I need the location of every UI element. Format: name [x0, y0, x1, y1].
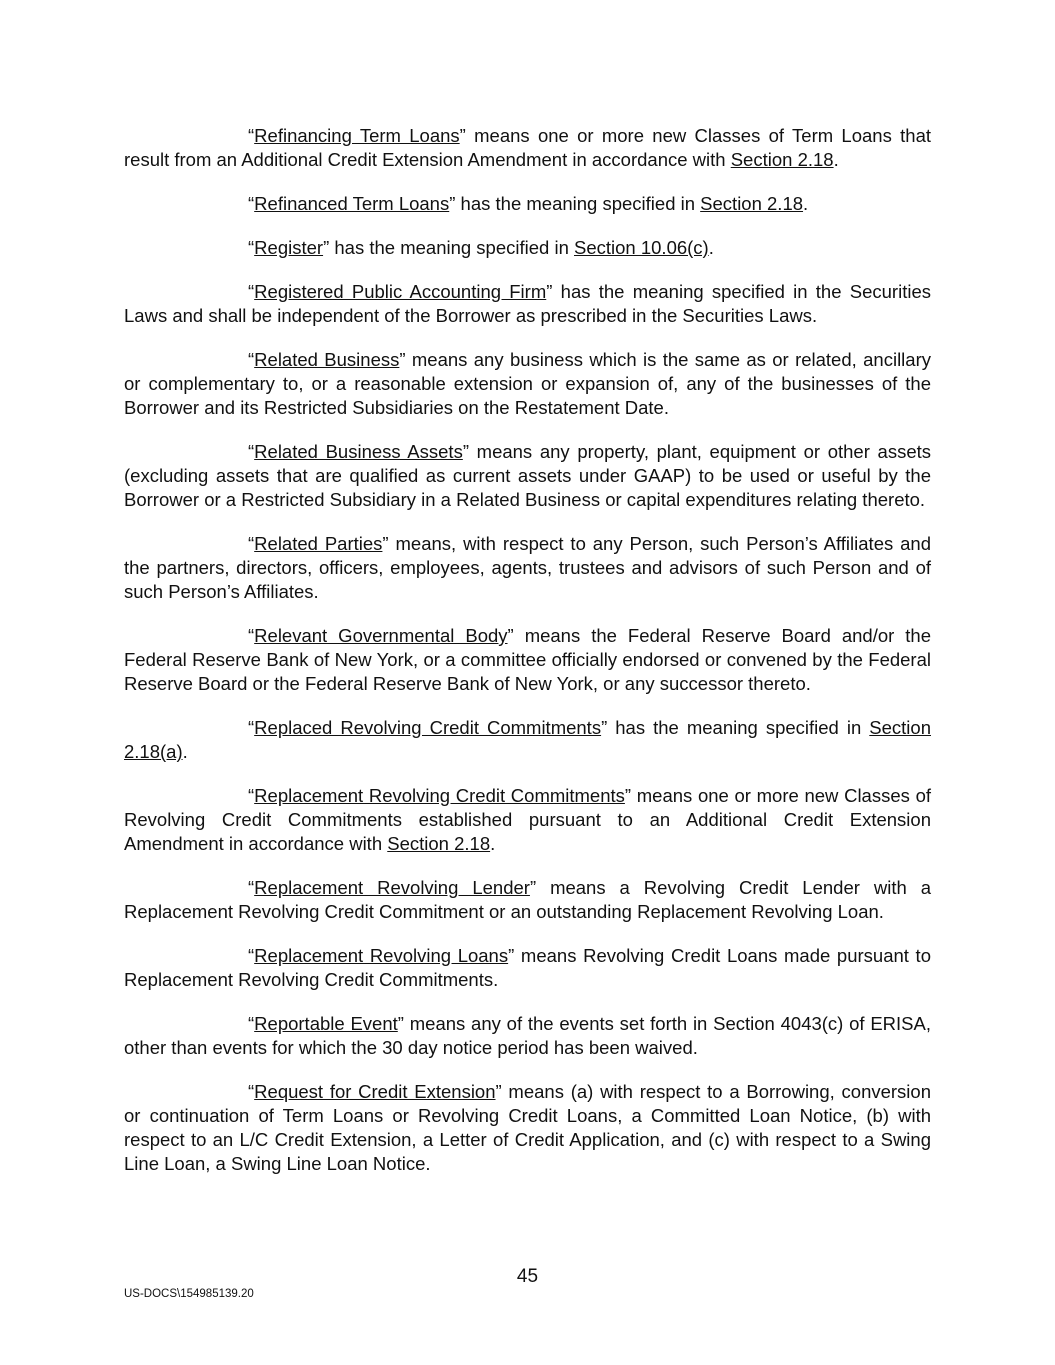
definition-text: means any property, plant, equipment or other assets (excluding assets that are qualified as current assets under GAAP) to be used or useful by the Borrower or a Restricted Subsidiary in a Related Business or capital expenditures relating thereto.: [124, 441, 932, 510]
page-number: 45: [516, 1266, 539, 1287]
defined-term: Replacement Revolving Credit Commitments: [254, 785, 625, 806]
definition-paragraph: “Registered Public Accounting Firm” has the meaning specified in the Securities Laws and shall be independent of the Borrower as prescribed in the Securities Laws.: [124, 281, 931, 326]
definition-paragraph: “Related Business” means any business which is the same as or related, ancillary or complementary to, or a reasonable extension or expansion of, any of the businesses of the Borrower and its Restricted Subsidiaries on the Restatement Date.: [124, 349, 931, 418]
definition-paragraph: “Refinancing Term Loans” means one or more new Classes of Term Loans that result from an Additional Credit Extension Amendment in accordance with Section 2.18.: [124, 125, 931, 170]
definition-text: has the meaning specified in: [607, 717, 870, 738]
definition-paragraph: “Replacement Revolving Credit Commitments” means one or more new Classes of Revolving Credit Commitments established pursuant to an Additional Credit Extension Amendment in accordance with Section 2.18.: [124, 785, 931, 854]
section-reference: Section 2.18: [700, 193, 804, 214]
definition-paragraph: “Relevant Governmental Body” means the Federal Reserve Board and/or the Federal Reserve Bank of New York, or a committee officially endorsed or convened by the Federal Reserve Board or the Federal Reserve Bank of New York, or any successor thereto.: [124, 625, 931, 694]
definition-paragraph: “Register” has the meaning specified in Section 10.06(c).: [248, 237, 714, 258]
section-reference: Section 2.18(a): [124, 717, 931, 762]
defined-term: Replacement Revolving Loans: [254, 945, 509, 966]
defined-term: Register: [254, 237, 324, 258]
definition-text: means any of the events set forth in Section 4043(c) of ERISA, other than events for which the 30 day notice period has been waived.: [124, 1013, 931, 1058]
section-reference: Section 2.18: [730, 149, 834, 170]
definition-tail: .: [803, 193, 809, 214]
definition-text: has the meaning specified in the Securities Laws and shall be independent of the Borrower as prescribed in the Securities Laws.: [124, 281, 931, 326]
definition-text: means (a) with respect to a Borrowing, conversion or continuation of Term Loans or Revolving Credit Loans, a Committed Loan Notice, (b) with respect to an L/C Credit Extension, a Letter of Credit Application, and (c) with respect to a Swing Line Loan, a Swing Line Loan Notice.: [124, 1081, 931, 1174]
defined-term: Related Business Assets: [254, 441, 463, 462]
defined-term: Refinanced Term Loans: [254, 193, 450, 214]
definition-text: means the Federal Reserve Board and/or the Federal Reserve Bank of New York, or a committee officially endorsed or convened by the Federal Reserve Board or the Federal Reserve Bank of New York, or any successor thereto.: [124, 625, 931, 694]
definition-text: has the meaning specified in: [329, 237, 574, 258]
definition-paragraph: “Request for Credit Extension” means (a) with respect to a Borrowing, conversion or continuation of Term Loans or Revolving Credit Loans, a Committed Loan Notice, (b) with respect to an L/C Credit Extension, a Letter of Credit Application, and (c) with respect to a Swing Line Loan, a Swing Line Loan Notice.: [124, 1081, 931, 1174]
definition-text: has the meaning specified in: [455, 193, 701, 214]
definition-tail: .: [708, 237, 714, 258]
definition-paragraph: “Related Business Assets” means any property, plant, equipment or other assets (excluding assets that are qualified as current assets under GAAP) to be used or useful by the Borrower or a Restricted Subsidiary in a Related Business or capital expenditures relating thereto.: [124, 441, 932, 510]
defined-term: Replaced Revolving Credit Commitments: [254, 717, 602, 738]
defined-term: Request for Credit Extension: [254, 1081, 496, 1102]
definition-tail: .: [182, 741, 188, 762]
section-reference: Section 10.06(c): [574, 237, 709, 258]
definition-text: means Revolving Credit Loans made pursuant to Replacement Revolving Credit Commitments.: [124, 945, 931, 990]
definition-text: means one or more new Classes of Term Loans that result from an Additional Credit Extension Amendment in accordance with: [124, 125, 931, 170]
defined-term: Relevant Governmental Body: [254, 625, 508, 646]
definitions-body: [124, 124, 931, 1196]
definition-paragraph: “Reportable Event” means any of the events set forth in Section 4043(c) of ERISA, other than events for which the 30 day notice period has been waived.: [124, 1013, 931, 1058]
definition-paragraph: “Related Parties” means, with respect to any Person, such Person’s Affiliates and the partners, directors, officers, employees, agents, trustees and advisors of such Person and of such Person’s Affiliates.: [124, 533, 932, 602]
defined-term: Refinancing Term Loans: [254, 125, 460, 146]
definition-paragraph: “Replacement Revolving Lender” means a Revolving Credit Lender with a Replacement Revolving Credit Commitment or an outstanding Replacement Revolving Loan.: [124, 877, 932, 922]
defined-term: Reportable Event: [254, 1013, 398, 1034]
definition-text: means a Revolving Credit Lender with a Replacement Revolving Credit Commitment or an outstanding Replacement Revolving Loan.: [124, 877, 932, 922]
defined-term: Registered Public Accounting Firm: [254, 281, 547, 302]
defined-term: Related Business: [254, 349, 400, 370]
definition-text: means any business which is the same as or related, ancillary or complementary to, or a reasonable extension or expansion of, any of the businesses of the Borrower and its Restricted Subsidiaries on the Restatement Date.: [124, 349, 931, 418]
defined-term: Related Parties: [254, 533, 383, 554]
definition-tail: .: [833, 149, 839, 170]
defined-term: Replacement Revolving Lender: [254, 877, 530, 898]
section-reference: Section 2.18: [387, 833, 491, 854]
definition-paragraph: “Replacement Revolving Loans” means Revolving Credit Loans made pursuant to Replacement Revolving Credit Commitments.: [124, 945, 931, 990]
definition-text: means, with respect to any Person, such Person’s Affiliates and the partners, directors, officers, employees, agents, trustees and advisors of such Person and of such Person’s Affiliates.: [124, 533, 932, 602]
definition-tail: .: [490, 833, 496, 854]
definition-text: means one or more new Classes of Revolving Credit Commitments established pursuant to an Additional Credit Extension Amendment in accordance with: [124, 785, 931, 854]
definition-paragraph: “Replaced Revolving Credit Commitments” has the meaning specified in Section 2.18(a).: [124, 717, 931, 762]
definition-paragraph: “Refinanced Term Loans” has the meaning specified in Section 2.18.: [248, 193, 809, 214]
document-id: US-DOCS\154985139.20: [124, 1288, 254, 1300]
